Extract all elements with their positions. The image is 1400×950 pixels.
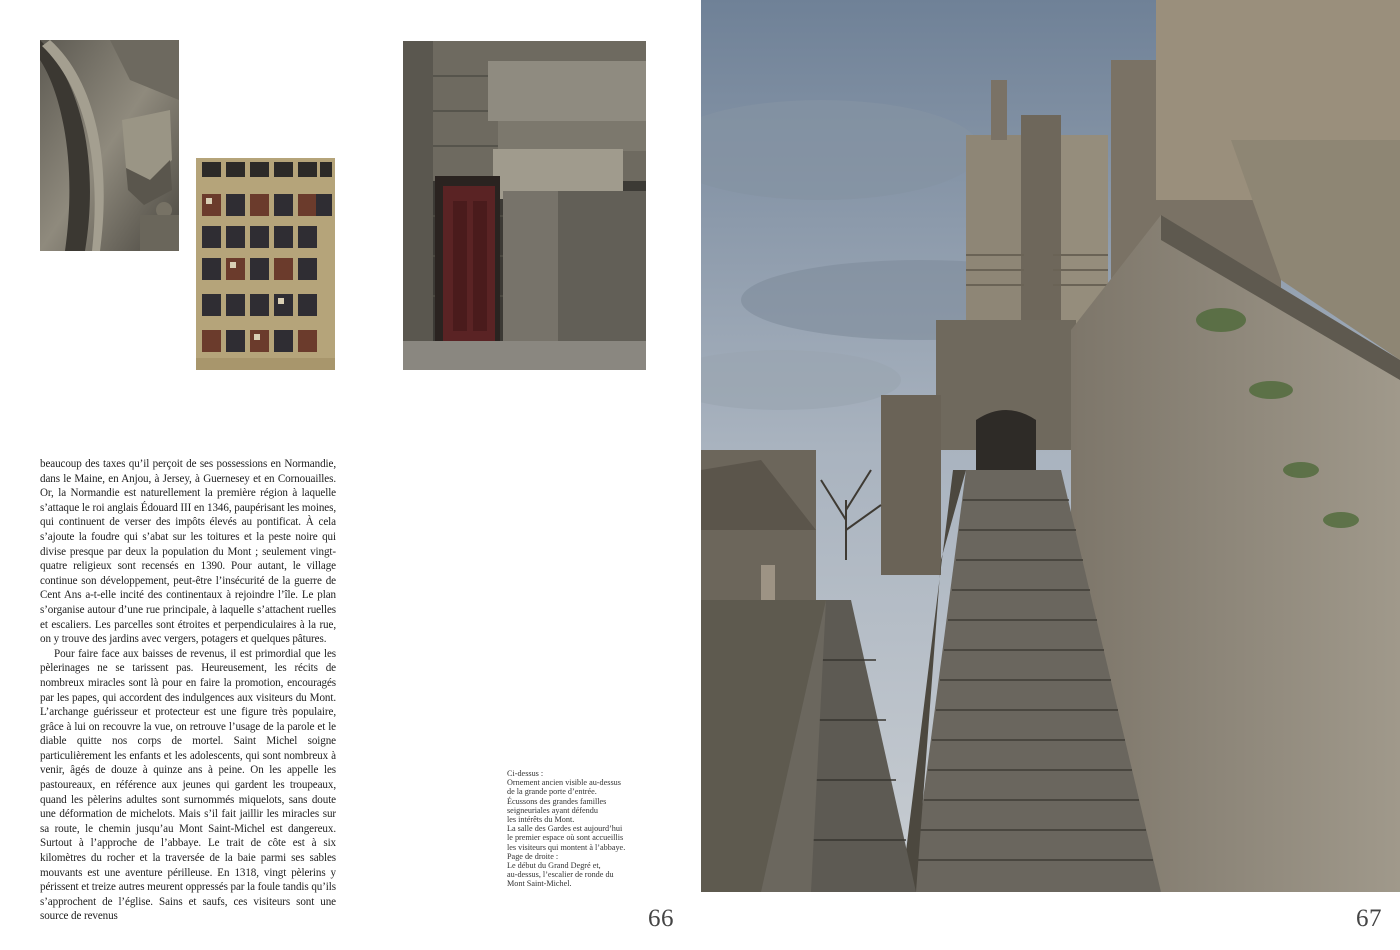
page-number-left: 66 — [648, 905, 674, 932]
caption-line: Ci-dessus : — [507, 769, 544, 778]
caption-line: Écussons des grandes familles — [507, 796, 607, 806]
body-paragraph: beaucoup des taxes qu’il perçoit de ses possessions en Normandie, dans le Maine, en Anjou, à Jersey, à Guernesey et en Cornouailles. Or, la Normandie est naturellement la première région à laquelle s’attaque le roi anglais Édouard III en 1346, paupérisant les moines, qui continuent de verser des impôts élevés au pontificat. À cela s’ajoute la foudre qui s’abat sur les toitures et la peste noire qui divise presque par deux la population du Mont ; seulement vingt-quatre religieux sont recensés en 1390. Pour autant, le village continue son développement, peut-être l’insécurité de la guerre de Cent Ans a-t-elle incité des continentaux à rejoindre l’île. Le plan s’organise autour d’une rue principale, à laquelle s’attachent ruelles et escaliers. Les parcelles sont étroites et perpendiculaires à la rue, on y trouve des jardins avec vergers, potagers et quelques pâtures. — [40, 458, 336, 646]
caption-line: La salle des Gardes est aujourd’hui — [507, 824, 623, 834]
body-paragraph: Pour faire face aux baisses de revenus, il est primordial que les pèlerinages ne se tarissent pas. Heureusement, les récits de nombreux miracles sont là pour en faire la promotion, encouragés par les papes, qui accordent des indulgences aux visiteurs du Mont. L’archange guérisseur et protecteur est une figure très populaire, grâce à lui on recouvre la vue, on retrouve l’usage de la parole et le diable quitte nos corps de mortel. Saint Michel soigne particulièrement les enfants et les adolescents, qui sont nombreux à venir, âgés de douze à quinze ans à peine. On les appelle les pastoureaux, en référence aux jeunes qui gardent les troupeaux, quand les pèlerins adultes sont surnommés miquelots, sans doute une déformation de michelots. Mais s’il fait jaillir les miracles sur sa route, le chemin jusqu’au Mont Saint-Michel est dangereux. Surtout à l’approche de l’abbaye. Le trait de côte est à six kilomètres du rocher et la traversée de la baie parmi ses sables mouvants est une aventure périlleuse. En 1318, vingt pèlerins y périssent et treize autres meurent oppressés par la foule tandis qu’ils s’approchent de l’église. Sains et saufs, ces visiteurs sont une source de revenus — [40, 647, 336, 923]
article-body-text — [40, 457, 336, 924]
caption-line: les intérêts du Mont. — [507, 815, 575, 825]
caption-line: Mont Saint-Michel. — [507, 879, 572, 889]
page-number-right: 67 — [1356, 905, 1382, 932]
caption-line: Page de droite : — [507, 851, 559, 861]
coats-of-arms-photo — [196, 158, 335, 370]
caption-line: le premier espace où sont accueillis — [507, 833, 624, 843]
caption-line: au-dessus, l’escalier de ronde du — [507, 870, 614, 880]
stone-carving-photo — [40, 40, 179, 251]
caption-line: Ornement ancien visible au-dessus — [507, 778, 621, 788]
caption-line: Le début du Grand Degré et, — [507, 861, 601, 871]
grand-degre-stairs-photo — [701, 0, 1400, 892]
guard-room-doorway-photo — [403, 41, 646, 370]
caption-line: de la grande porte d’entrée. — [507, 787, 597, 797]
photo-caption — [507, 769, 647, 889]
caption-line: les visiteurs qui montent à l’abbaye. — [507, 842, 626, 852]
caption-line: seigneuriales ayant défendu — [507, 805, 598, 815]
